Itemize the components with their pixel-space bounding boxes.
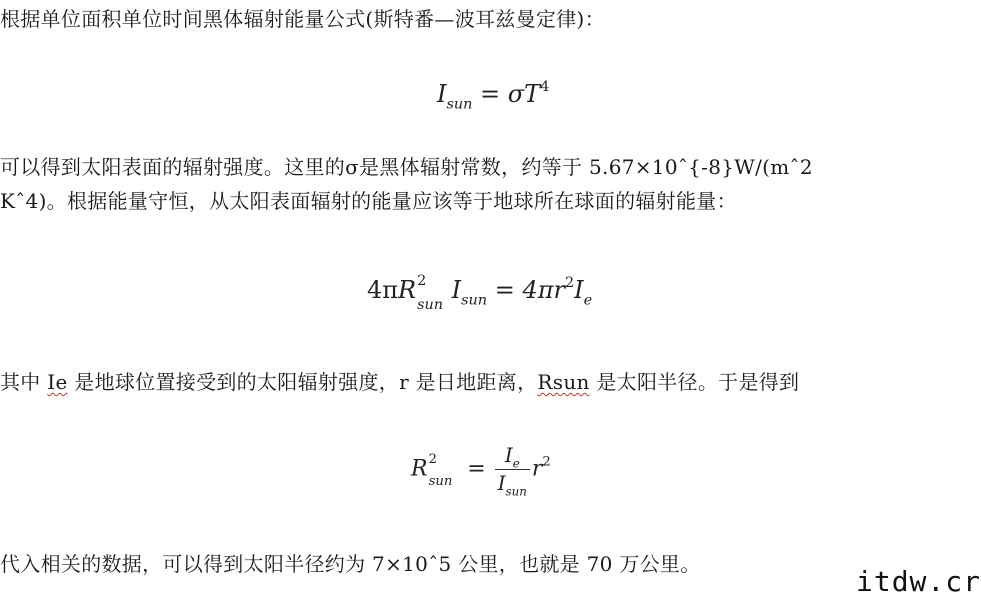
- eq3-den-symbol: I: [497, 472, 506, 495]
- rsun-term: Rsun: [537, 370, 590, 394]
- paragraph-intro: [0, 7, 605, 31]
- site-watermark: itdw.cr: [855, 565, 981, 598]
- eq2-ie-symbol: I: [574, 276, 584, 304]
- paragraph-definitions: [0, 370, 799, 394]
- eq3-r-sub: sun: [428, 474, 453, 490]
- eq2-equals: =: [494, 276, 515, 304]
- eq3-denominator: [495, 469, 530, 499]
- paragraph-conclusion: [0, 552, 701, 576]
- eq2-ie-sub: e: [583, 292, 593, 309]
- eq3-r-supsub: [428, 452, 461, 490]
- conclusion-text: 代入相关的数据，可以得到太阳半径约为 7×10ˆ5 公里，也就是 70 万公里。: [0, 552, 701, 576]
- eq1-lhs-sub: sun: [446, 96, 473, 113]
- eq3-equals: =: [467, 456, 486, 482]
- eq2-r-sup: 2: [417, 272, 427, 289]
- definitions-text-mid: 是地球位置接受到的太阳辐射强度，r 是日地距离，: [67, 370, 538, 394]
- eq1-rhs-sup: 4: [540, 79, 550, 96]
- eq2-i-symbol: I: [451, 276, 462, 304]
- eq1-equals: =: [480, 80, 501, 108]
- sigma-text-line1: 可以得到太阳表面的辐射强度。这里的σ是黑体辐射常数，约等于 5.67×10ˆ{-8}W/(mˆ2: [0, 155, 813, 179]
- eq3-num-symbol: I: [504, 444, 513, 467]
- equation-solar-radius: [411, 444, 551, 499]
- definitions-text-start: 其中: [0, 370, 48, 394]
- eq3-tail-symbol: r: [531, 456, 543, 482]
- definitions-text-end: 是太阳半径。于是得到: [589, 370, 800, 394]
- eq3-tail-sup: 2: [542, 454, 551, 470]
- eq3-r-symbol: R: [411, 456, 428, 482]
- eq2-r-supsub: [417, 272, 452, 313]
- eq2-i-sub: sun: [461, 292, 488, 309]
- intro-text: 根据单位面积单位时间黑体辐射能量公式(斯特番—波耳兹曼定律)：: [0, 7, 605, 31]
- eq1-lhs-symbol: I: [437, 80, 447, 108]
- eq2-coef-left: 4π: [367, 276, 399, 304]
- eq3-fraction: [495, 444, 530, 499]
- eq2-coef-right: 4πr: [522, 276, 565, 304]
- sigma-text-line2: Kˆ4)。根据能量守恒，从太阳表面辐射的能量应该等于地球所在球面的辐射能量：: [0, 189, 737, 213]
- equation-energy-conservation: [367, 272, 593, 313]
- eq2-r-sub: sun: [417, 296, 444, 313]
- eq3-num-sub: e: [512, 456, 520, 471]
- paragraph-sigma-line2: [0, 189, 737, 213]
- equation-stefan-boltzmann: [437, 79, 550, 113]
- ie-term: Ie: [47, 370, 68, 394]
- paragraph-sigma-line1: [0, 155, 813, 179]
- eq1-rhs-symbol: σT: [507, 80, 541, 108]
- eq3-numerator: [502, 444, 523, 469]
- eq3-den-sub: sun: [505, 484, 527, 499]
- eq3-r-sup: 2: [428, 452, 437, 468]
- eq2-r-symbol: R: [398, 276, 417, 304]
- eq2-r2-sup: 2: [564, 275, 575, 292]
